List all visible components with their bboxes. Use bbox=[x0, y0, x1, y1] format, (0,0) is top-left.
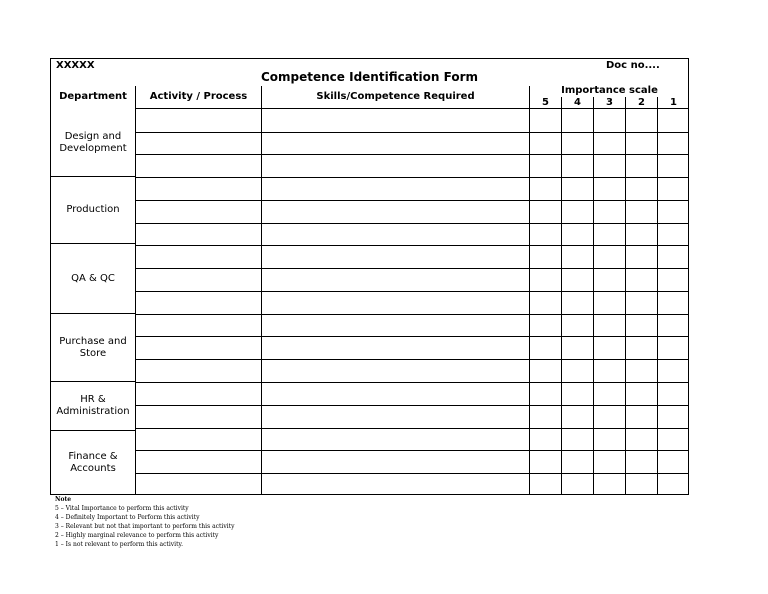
department-production: Production bbox=[66, 204, 120, 215]
note-line: 5 – Vital Importance to perform this activity bbox=[55, 505, 189, 512]
grid-line bbox=[529, 86, 530, 494]
grid-line bbox=[135, 382, 688, 383]
grid-line bbox=[135, 154, 688, 155]
activity-header: Activity / Process bbox=[149, 91, 248, 102]
scale-3-header: 3 bbox=[606, 97, 613, 108]
grid-line bbox=[135, 268, 688, 269]
scale-4-header: 4 bbox=[574, 97, 581, 108]
grid-line bbox=[135, 200, 688, 201]
department-header: Department bbox=[59, 91, 127, 102]
grid-line bbox=[261, 86, 262, 494]
form-title: Competence Identification Form bbox=[260, 70, 478, 84]
scale-5-header: 5 bbox=[542, 97, 549, 108]
grid-line bbox=[657, 97, 658, 494]
notes-title: Note bbox=[55, 496, 72, 503]
department-hr-administration: HR & Administration bbox=[56, 394, 130, 417]
company-name: XXXXX bbox=[56, 60, 95, 71]
note-line: 3 – Relevant but not that important to perform this activity bbox=[55, 523, 235, 530]
grid-line bbox=[135, 291, 688, 292]
grid-line bbox=[135, 86, 136, 494]
grid-line bbox=[135, 177, 688, 178]
competence-form bbox=[50, 58, 689, 495]
note-line: 2 – Highly marginal relevance to perform this activity bbox=[55, 532, 219, 539]
grid-line bbox=[135, 132, 688, 133]
scale-1-header: 1 bbox=[670, 97, 677, 108]
note-line: 4 – Definitely Important to Perform this activity bbox=[55, 514, 200, 521]
scale-2-header: 2 bbox=[638, 97, 645, 108]
grid-line bbox=[135, 473, 688, 474]
grid-line bbox=[625, 97, 626, 494]
note-line: 1 – Is not relevant to perform this activity. bbox=[55, 541, 183, 548]
department-design-development: Design and Development bbox=[59, 130, 127, 154]
department-purchase-store: Purchase and Store bbox=[59, 335, 127, 359]
importance-scale-header: Importance scale bbox=[561, 85, 658, 96]
doc-number: Doc no.... bbox=[606, 60, 660, 71]
grid-line bbox=[593, 97, 594, 494]
grid-line bbox=[135, 450, 688, 451]
grid-line bbox=[561, 97, 562, 494]
grid-line bbox=[135, 223, 688, 224]
grid-line bbox=[135, 108, 688, 109]
grid-line bbox=[135, 428, 688, 429]
notes-section bbox=[55, 495, 234, 549]
department-finance-accounts: Finance & Accounts bbox=[68, 451, 118, 474]
grid-line bbox=[135, 336, 688, 337]
skills-header: Skills/Competence Required bbox=[316, 91, 475, 102]
grid-line bbox=[135, 359, 688, 360]
grid-line bbox=[135, 245, 688, 246]
grid-line bbox=[135, 314, 688, 315]
grid-line bbox=[135, 405, 688, 406]
department-qa-qc: QA & QC bbox=[71, 272, 115, 284]
